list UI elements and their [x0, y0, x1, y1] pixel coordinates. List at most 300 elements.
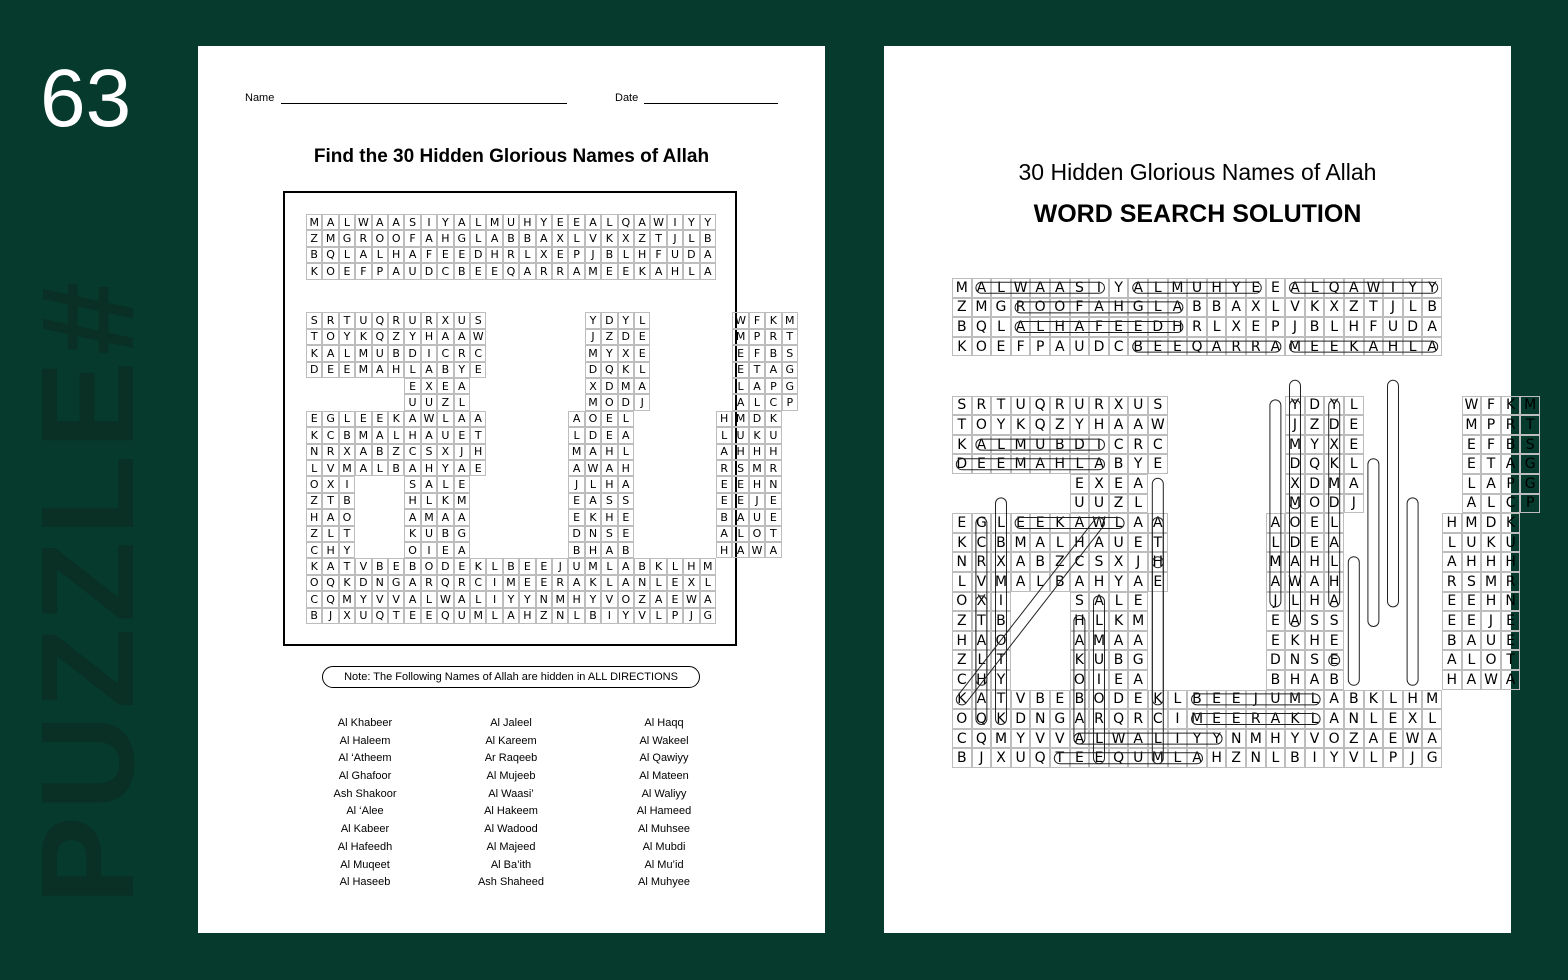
- grid-cell: W: [437, 591, 453, 607]
- grid-cell: A: [1501, 670, 1521, 690]
- name-list-item: Ash Shakoor: [333, 787, 397, 800]
- grid-cell: A: [749, 378, 765, 394]
- grid-cell: E: [1246, 278, 1266, 298]
- grid-cell: E: [667, 591, 683, 607]
- grid-cell: H: [421, 460, 437, 476]
- grid-cell: R: [1128, 435, 1148, 455]
- grid-cell: E: [634, 345, 650, 361]
- grid-cell: L: [568, 427, 584, 443]
- grid-cell: Y: [1011, 729, 1031, 749]
- grid-cell: D: [618, 329, 634, 345]
- grid-cell: I: [421, 542, 437, 558]
- grid-cell: J: [585, 247, 601, 263]
- grid-cell: L: [683, 263, 699, 279]
- grid-cell: L: [1109, 513, 1129, 533]
- grid-cell: T: [991, 690, 1011, 710]
- grid-cell: J: [1266, 592, 1286, 612]
- grid-cell: L: [470, 230, 486, 246]
- grid-cell: E: [991, 337, 1011, 357]
- grid-cell: E: [1344, 435, 1364, 455]
- grid-cell: T: [388, 608, 404, 624]
- name-list-item: Al Qawiyy: [639, 752, 689, 765]
- grid-cell: L: [1148, 278, 1168, 298]
- grid-cell: C: [437, 345, 453, 361]
- grid-cell: D: [618, 394, 634, 410]
- grid-cell: U: [1070, 337, 1090, 357]
- grid-cell: F: [355, 263, 371, 279]
- grid-cell: C: [952, 670, 972, 690]
- grid-cell: L: [601, 558, 617, 574]
- grid-cell: E: [1109, 474, 1129, 494]
- grid-cell: L: [1324, 317, 1344, 337]
- grid-cell: R: [765, 460, 781, 476]
- grid-cell: L: [634, 312, 650, 328]
- grid-cell: U: [1109, 533, 1129, 553]
- grid-cell: E: [634, 329, 650, 345]
- name-list-item: Al Kareem: [485, 734, 537, 747]
- grid-cell: A: [1305, 670, 1325, 690]
- grid-cell: T: [952, 415, 972, 435]
- grid-cell: P: [1481, 415, 1501, 435]
- grid-cell: M: [732, 411, 748, 427]
- grid-cell: H: [716, 542, 732, 558]
- grid-cell: M: [972, 298, 992, 318]
- grid-cell: L: [650, 575, 666, 591]
- grid-cell: K: [1324, 454, 1344, 474]
- grid-cell: L: [1089, 729, 1109, 749]
- grid-cell: O: [618, 591, 634, 607]
- grid-cell: X: [322, 476, 338, 492]
- grid-cell: G: [1050, 709, 1070, 729]
- grid-cell: O: [952, 709, 972, 729]
- grid-cell: T: [1501, 650, 1521, 670]
- grid-cell: O: [972, 415, 992, 435]
- grid-cell: L: [667, 558, 683, 574]
- grid-cell: A: [454, 509, 470, 525]
- grid-cell: A: [486, 230, 502, 246]
- grid-cell: A: [1442, 552, 1462, 572]
- grid-cell: O: [585, 411, 601, 427]
- grid-cell: E: [1148, 337, 1168, 357]
- grid-cell: H: [1050, 454, 1070, 474]
- grid-cell: E: [1030, 513, 1050, 533]
- grid-cell: N: [1030, 709, 1050, 729]
- grid-cell: H: [749, 444, 765, 460]
- grid-cell: E: [1442, 611, 1462, 631]
- grid-cell: Z: [952, 611, 972, 631]
- grid-cell: L: [1364, 748, 1384, 768]
- grid-cell: A: [421, 230, 437, 246]
- grid-cell: T: [306, 329, 322, 345]
- grid-cell: K: [765, 411, 781, 427]
- grid-cell: M: [585, 394, 601, 410]
- grid-cell: L: [1109, 592, 1129, 612]
- grid-cell: L: [650, 608, 666, 624]
- grid-cell: V: [972, 572, 992, 592]
- grid-cell: E: [519, 558, 535, 574]
- grid-cell: K: [952, 690, 972, 710]
- grid-cell: Y: [991, 415, 1011, 435]
- grid-cell: L: [1266, 533, 1286, 553]
- grid-cell: E: [470, 263, 486, 279]
- grid-cell: S: [732, 460, 748, 476]
- grid-cell: R: [355, 230, 371, 246]
- grid-cell: L: [991, 435, 1011, 455]
- grid-cell: O: [322, 329, 338, 345]
- grid-cell: Q: [1324, 278, 1344, 298]
- grid-cell: E: [454, 247, 470, 263]
- date-line[interactable]: [644, 103, 778, 104]
- grid-cell: L: [634, 362, 650, 378]
- grid-cell: W: [1462, 396, 1482, 416]
- grid-cell: R: [1187, 317, 1207, 337]
- grid-cell: B: [503, 558, 519, 574]
- grid-cell: J: [1285, 317, 1305, 337]
- grid-cell: E: [404, 608, 420, 624]
- grid-cell: K: [585, 575, 601, 591]
- grid-cell: E: [732, 493, 748, 509]
- grid-cell: Y: [1109, 572, 1129, 592]
- grid-cell: D: [1305, 396, 1325, 416]
- grid-cell: U: [421, 394, 437, 410]
- grid-cell: A: [1168, 298, 1188, 318]
- grid-cell: V: [355, 558, 371, 574]
- grid-cell: E: [1070, 748, 1090, 768]
- grid-cell: M: [1266, 552, 1286, 572]
- grid-cell: L: [1305, 278, 1325, 298]
- grid-cell: A: [1324, 690, 1344, 710]
- grid-cell: S: [421, 444, 437, 460]
- grid-cell: L: [486, 558, 502, 574]
- grid-cell: O: [1030, 298, 1050, 318]
- grid-cell: Q: [1109, 748, 1129, 768]
- grid-cell: E: [536, 558, 552, 574]
- grid-cell: A: [1128, 572, 1148, 592]
- grid-cell: E: [716, 476, 732, 492]
- grid-cell: M: [1187, 709, 1207, 729]
- grid-cell: Y: [454, 362, 470, 378]
- grid-cell: S: [306, 312, 322, 328]
- grid-cell: V: [601, 591, 617, 607]
- grid-cell: E: [1226, 709, 1246, 729]
- grid-cell: R: [421, 575, 437, 591]
- grid-cell: L: [1462, 650, 1482, 670]
- grid-cell: A: [437, 509, 453, 525]
- grid-cell: O: [421, 558, 437, 574]
- grid-cell: A: [1422, 317, 1442, 337]
- grid-cell: B: [952, 748, 972, 768]
- grid-cell: G: [454, 526, 470, 542]
- grid-cell: A: [1089, 454, 1109, 474]
- grid-cell: B: [1070, 690, 1090, 710]
- grid-cell: K: [437, 493, 453, 509]
- grid-cell: X: [683, 575, 699, 591]
- name-field[interactable]: [245, 92, 567, 104]
- grid-cell: T: [749, 362, 765, 378]
- grid-cell: H: [749, 476, 765, 492]
- grid-cell: A: [404, 575, 420, 591]
- grid-cell: P: [1383, 748, 1403, 768]
- grid-cell: M: [1462, 415, 1482, 435]
- grid-cell: M: [355, 345, 371, 361]
- grid-cell: A: [1089, 592, 1109, 612]
- names-column-1: [290, 715, 440, 892]
- grid-cell: D: [1148, 317, 1168, 337]
- grid-cell: U: [749, 509, 765, 525]
- grid-cell: O: [1305, 494, 1325, 514]
- grid-cell: Q: [972, 709, 992, 729]
- grid-cell: E: [1050, 690, 1070, 710]
- grid-cell: A: [972, 435, 992, 455]
- grid-cell: G: [1128, 650, 1148, 670]
- grid-cell: A: [536, 230, 552, 246]
- grid-cell: N: [634, 575, 650, 591]
- solution-highlight: [1348, 557, 1359, 686]
- grid-cell: U: [1089, 494, 1109, 514]
- grid-cell: M: [355, 362, 371, 378]
- grid-cell: E: [1383, 729, 1403, 749]
- grid-cell: D: [601, 378, 617, 394]
- grid-cell: M: [1285, 494, 1305, 514]
- grid-cell: S: [1324, 611, 1344, 631]
- grid-cell: A: [1011, 317, 1031, 337]
- grid-cell: M: [585, 558, 601, 574]
- grid-cell: B: [388, 345, 404, 361]
- grid-cell: K: [1344, 337, 1364, 357]
- grid-cell: A: [585, 493, 601, 509]
- grid-cell: D: [1285, 533, 1305, 553]
- grid-cell: X: [1324, 298, 1344, 318]
- grid-cell: L: [1305, 690, 1325, 710]
- grid-cell: C: [470, 345, 486, 361]
- grid-cell: Q: [601, 362, 617, 378]
- name-list-item: Al Wakeel: [639, 734, 689, 747]
- grid-cell: Q: [1030, 415, 1050, 435]
- grid-cell: E: [421, 608, 437, 624]
- grid-cell: E: [372, 411, 388, 427]
- grid-cell: G: [700, 608, 716, 624]
- grid-cell: U: [421, 526, 437, 542]
- grid-cell: E: [355, 411, 371, 427]
- grid-cell: E: [1462, 611, 1482, 631]
- grid-cell: W: [683, 591, 699, 607]
- grid-cell: O: [306, 575, 322, 591]
- grid-cell: Y: [1324, 396, 1344, 416]
- grid-cell: Z: [1344, 729, 1364, 749]
- grid-cell: L: [437, 411, 453, 427]
- grid-cell: A: [322, 558, 338, 574]
- grid-cell: L: [372, 460, 388, 476]
- grid-cell: U: [437, 427, 453, 443]
- grid-cell: R: [454, 575, 470, 591]
- grid-cell: L: [716, 427, 732, 443]
- grid-cell: U: [568, 558, 584, 574]
- grid-cell: M: [991, 729, 1011, 749]
- grid-cell: A: [1089, 533, 1109, 553]
- grid-cell: H: [1501, 552, 1521, 572]
- grid-cell: A: [1128, 670, 1148, 690]
- name-list-item: Al Kabeer: [340, 823, 390, 836]
- grid-cell: M: [585, 345, 601, 361]
- grid-cell: A: [716, 526, 732, 542]
- name-line[interactable]: [281, 103, 567, 104]
- grid-cell: E: [339, 362, 355, 378]
- grid-cell: T: [322, 493, 338, 509]
- grid-cell: K: [470, 558, 486, 574]
- puzzle-title: Find the 30 Hidden Glorious Names of Allah: [313, 146, 710, 167]
- grid-cell: M: [306, 214, 322, 230]
- name-list-item: Al Muhyee: [638, 876, 690, 889]
- grid-cell: Z: [306, 526, 322, 542]
- grid-cell: D: [355, 575, 371, 591]
- grid-cell: E: [952, 513, 972, 533]
- grid-cell: C: [322, 427, 338, 443]
- grid-cell: D: [1089, 337, 1109, 357]
- grid-cell: A: [404, 247, 420, 263]
- grid-cell: V: [388, 591, 404, 607]
- grid-cell: A: [618, 476, 634, 492]
- grid-cell: A: [1070, 572, 1090, 592]
- grid-cell: O: [1481, 650, 1501, 670]
- grid-cell: L: [1207, 317, 1227, 337]
- grid-cell: W: [1011, 278, 1031, 298]
- grid-cell: S: [404, 476, 420, 492]
- grid-cell: Y: [1070, 415, 1090, 435]
- grid-cell: L: [1383, 690, 1403, 710]
- grid-cell: B: [1285, 748, 1305, 768]
- grid-cell: A: [1266, 337, 1286, 357]
- grid-cell: J: [454, 444, 470, 460]
- grid-cell: A: [618, 427, 634, 443]
- grid-cell: Y: [700, 214, 716, 230]
- grid-cell: S: [601, 526, 617, 542]
- grid-cell: I: [1089, 278, 1109, 298]
- name-list-item: Al Hameed: [636, 805, 692, 818]
- grid-cell: L: [1148, 729, 1168, 749]
- grid-cell: R: [454, 345, 470, 361]
- grid-cell: A: [1089, 298, 1109, 318]
- grid-cell: M: [1011, 435, 1031, 455]
- grid-cell: A: [437, 329, 453, 345]
- grid-cell: N: [1344, 709, 1364, 729]
- name-list-item: Al Muqeet: [340, 858, 390, 871]
- grid-cell: X: [972, 592, 992, 612]
- grid-cell: M: [952, 278, 972, 298]
- grid-cell: Q: [437, 575, 453, 591]
- grid-cell: H: [765, 444, 781, 460]
- grid-cell: M: [454, 493, 470, 509]
- grid-cell: H: [1207, 278, 1227, 298]
- grid-cell: E: [568, 214, 584, 230]
- grid-cell: C: [306, 591, 322, 607]
- grid-cell: Z: [952, 650, 972, 670]
- grid-cell: L: [421, 493, 437, 509]
- grid-cell: C: [437, 263, 453, 279]
- grid-cell: Z: [388, 444, 404, 460]
- grid-cell: A: [1148, 513, 1168, 533]
- grid-cell: D: [749, 411, 765, 427]
- grid-cell: E: [552, 247, 568, 263]
- grid-cell: C: [1501, 494, 1521, 514]
- grid-cell: D: [404, 345, 420, 361]
- grid-cell: L: [991, 278, 1011, 298]
- grid-cell: I: [421, 345, 437, 361]
- grid-cell: E: [568, 493, 584, 509]
- grid-cell: O: [372, 230, 388, 246]
- grid-cell: R: [503, 247, 519, 263]
- grid-cell: H: [1305, 592, 1325, 612]
- grid-cell: T: [972, 611, 992, 631]
- grid-cell: A: [421, 427, 437, 443]
- grid-cell: H: [322, 542, 338, 558]
- grid-cell: W: [732, 312, 748, 328]
- grid-cell: G: [322, 411, 338, 427]
- grid-cell: A: [1011, 552, 1031, 572]
- grid-cell: D: [683, 247, 699, 263]
- grid-cell: N: [552, 608, 568, 624]
- grid-cell: M: [1089, 631, 1109, 651]
- grid-cell: I: [339, 476, 355, 492]
- grid-cell: W: [421, 411, 437, 427]
- grid-cell: E: [1462, 435, 1482, 455]
- grid-cell: Y: [618, 608, 634, 624]
- grid-cell: R: [1089, 709, 1109, 729]
- grid-cell: W: [1148, 415, 1168, 435]
- grid-cell: C: [1070, 552, 1090, 572]
- grid-cell: L: [339, 411, 355, 427]
- grid-cell: H: [470, 444, 486, 460]
- grid-cell: A: [1324, 592, 1344, 612]
- grid-cell: M: [732, 329, 748, 345]
- grid-cell: D: [1305, 474, 1325, 494]
- grid-cell: F: [650, 247, 666, 263]
- grid-cell: M: [782, 312, 798, 328]
- grid-cell: A: [568, 575, 584, 591]
- grid-cell: Z: [306, 230, 322, 246]
- grid-cell: K: [1109, 611, 1129, 631]
- grid-cell: G: [454, 230, 470, 246]
- grid-cell: W: [1481, 670, 1501, 690]
- grid-cell: E: [1128, 533, 1148, 553]
- grid-cell: M: [1128, 611, 1148, 631]
- grid-cell: E: [1383, 709, 1403, 729]
- date-field[interactable]: [615, 92, 778, 104]
- grid-cell: A: [1128, 474, 1148, 494]
- grid-cell: C: [1109, 337, 1129, 357]
- grid-cell: X: [1285, 474, 1305, 494]
- grid-cell: L: [1364, 709, 1384, 729]
- grid-cell: D: [1285, 454, 1305, 474]
- grid-cell: U: [404, 312, 420, 328]
- grid-cell: B: [306, 247, 322, 263]
- grid-cell: Z: [634, 230, 650, 246]
- grid-cell: H: [1344, 317, 1364, 337]
- grid-cell: L: [618, 444, 634, 460]
- grid-cell: L: [454, 394, 470, 410]
- grid-cell: M: [1246, 729, 1266, 749]
- grid-cell: E: [618, 509, 634, 525]
- grid-cell: A: [1442, 650, 1462, 670]
- grid-cell: O: [404, 542, 420, 558]
- grid-cell: V: [634, 608, 650, 624]
- grid-cell: I: [421, 214, 437, 230]
- grid-cell: K: [601, 230, 617, 246]
- grid-cell: E: [1148, 454, 1168, 474]
- grid-cell: A: [618, 575, 634, 591]
- grid-cell: E: [486, 263, 502, 279]
- grid-cell: A: [454, 378, 470, 394]
- grid-cell: A: [1128, 729, 1148, 749]
